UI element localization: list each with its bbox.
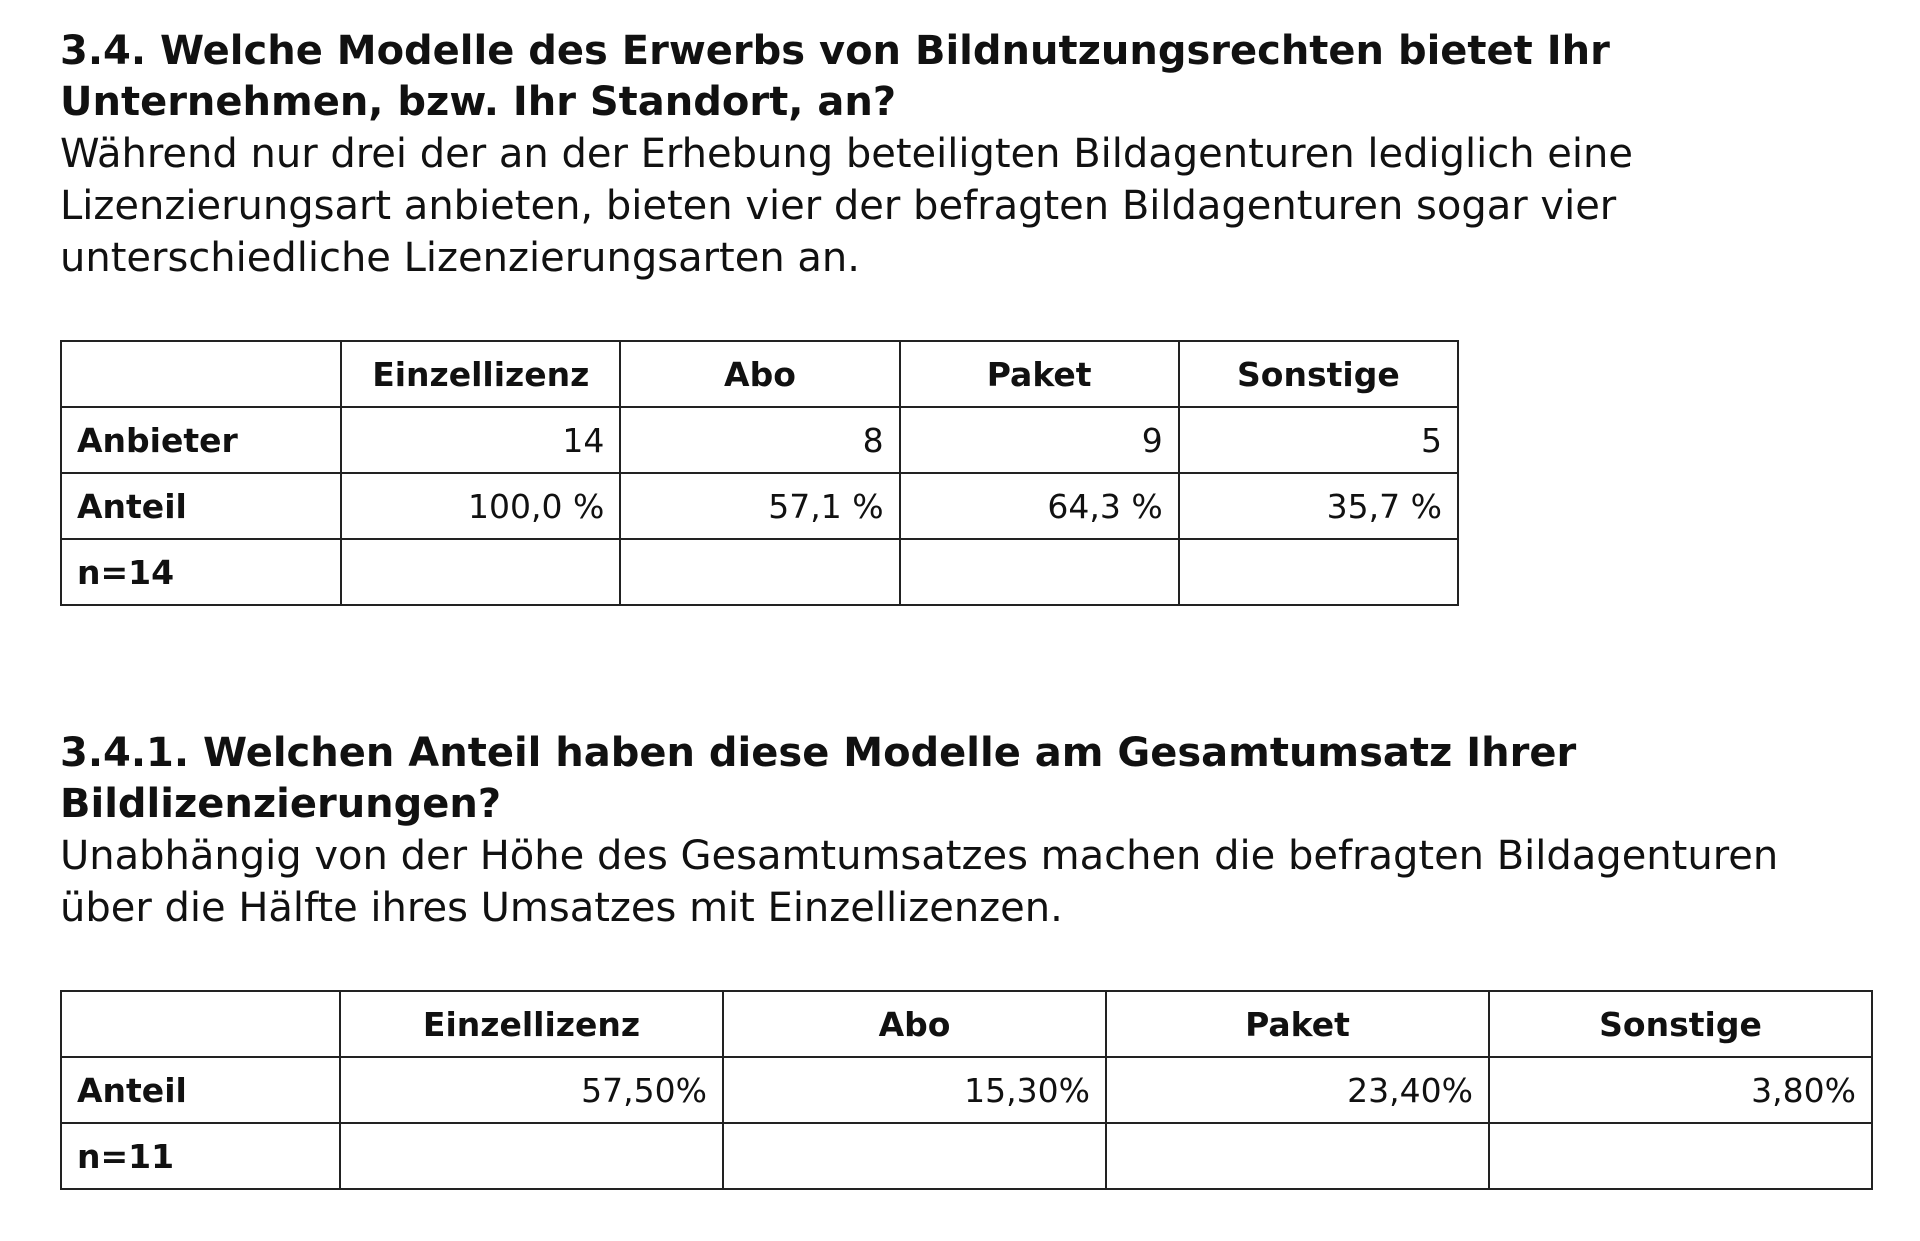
table-cell: 15,30% xyxy=(723,1057,1106,1123)
table-header-row xyxy=(61,341,1458,407)
section-3-4-heading xyxy=(60,26,1860,128)
heading-line: 3.4.1. Welchen Anteil haben diese Modelle am Gesamtumsatz Ihrer xyxy=(60,730,1577,776)
table-cell xyxy=(1179,539,1458,605)
table-cell: 100,0 % xyxy=(341,473,620,539)
section-3-4-1 xyxy=(60,728,1900,934)
table-cell xyxy=(341,539,620,605)
column-header-abo: Abo xyxy=(723,991,1106,1057)
licensing-models-table xyxy=(60,340,1459,606)
table-row xyxy=(61,407,1458,473)
row-label-anteil: Anteil xyxy=(61,473,341,539)
column-header-paket: Paket xyxy=(1106,991,1489,1057)
paragraph-line: unterschiedliche Lizenzierungsarten an. xyxy=(60,235,860,281)
table-cell xyxy=(900,539,1179,605)
paragraph-line: über die Hälfte ihres Umsatzes mit Einzellizenzen. xyxy=(60,885,1063,931)
table-corner-cell xyxy=(61,991,340,1057)
table-cell: 5 xyxy=(1179,407,1458,473)
table-row xyxy=(61,1057,1872,1123)
column-header-einzellizenz: Einzellizenz xyxy=(341,341,620,407)
section-3-4-1-paragraph xyxy=(60,830,1900,934)
row-label-sample-size: n=11 xyxy=(61,1123,340,1189)
heading-line: 3.4. Welche Modelle des Erwerbs von Bildnutzungsrechten bietet Ihr xyxy=(60,28,1610,74)
row-label-sample-size: n=14 xyxy=(61,539,341,605)
table-cell: 14 xyxy=(341,407,620,473)
table-cell xyxy=(620,539,899,605)
column-header-einzellizenz: Einzellizenz xyxy=(340,991,723,1057)
heading-line: Bildlizenzierungen? xyxy=(60,781,502,827)
column-header-sonstige: Sonstige xyxy=(1179,341,1458,407)
table-cell xyxy=(1106,1123,1489,1189)
section-3-4 xyxy=(60,26,1900,284)
paragraph-line: Lizenzierungsart anbieten, bieten vier der befragten Bildagenturen sogar vier xyxy=(60,183,1617,229)
table-corner-cell xyxy=(61,341,341,407)
paragraph-line: Unabhängig von der Höhe des Gesamtumsatzes machen die befragten Bildagenturen xyxy=(60,833,1779,879)
column-header-sonstige: Sonstige xyxy=(1489,991,1872,1057)
section-3-4-paragraph xyxy=(60,128,1900,284)
table-cell: 23,40% xyxy=(1106,1057,1489,1123)
revenue-share-table xyxy=(60,990,1873,1190)
paragraph-line: Während nur drei der an der Erhebung beteiligten Bildagenturen lediglich eine xyxy=(60,131,1633,177)
table-cell: 64,3 % xyxy=(900,473,1179,539)
table-cell: 9 xyxy=(900,407,1179,473)
table-cell: 8 xyxy=(620,407,899,473)
table-cell: 35,7 % xyxy=(1179,473,1458,539)
table-cell: 57,1 % xyxy=(620,473,899,539)
section-3-4-1-heading xyxy=(60,728,1860,830)
table-row xyxy=(61,539,1458,605)
table-row xyxy=(61,473,1458,539)
column-header-abo: Abo xyxy=(620,341,899,407)
table-cell xyxy=(340,1123,723,1189)
row-label-anbieter: Anbieter xyxy=(61,407,341,473)
column-header-paket: Paket xyxy=(900,341,1179,407)
table-cell: 3,80% xyxy=(1489,1057,1872,1123)
table-row xyxy=(61,1123,1872,1189)
table-cell: 57,50% xyxy=(340,1057,723,1123)
table-cell xyxy=(1489,1123,1872,1189)
heading-line: Unternehmen, bzw. Ihr Standort, an? xyxy=(60,79,897,125)
table-cell xyxy=(723,1123,1106,1189)
row-label-anteil: Anteil xyxy=(61,1057,340,1123)
table-header-row xyxy=(61,991,1872,1057)
